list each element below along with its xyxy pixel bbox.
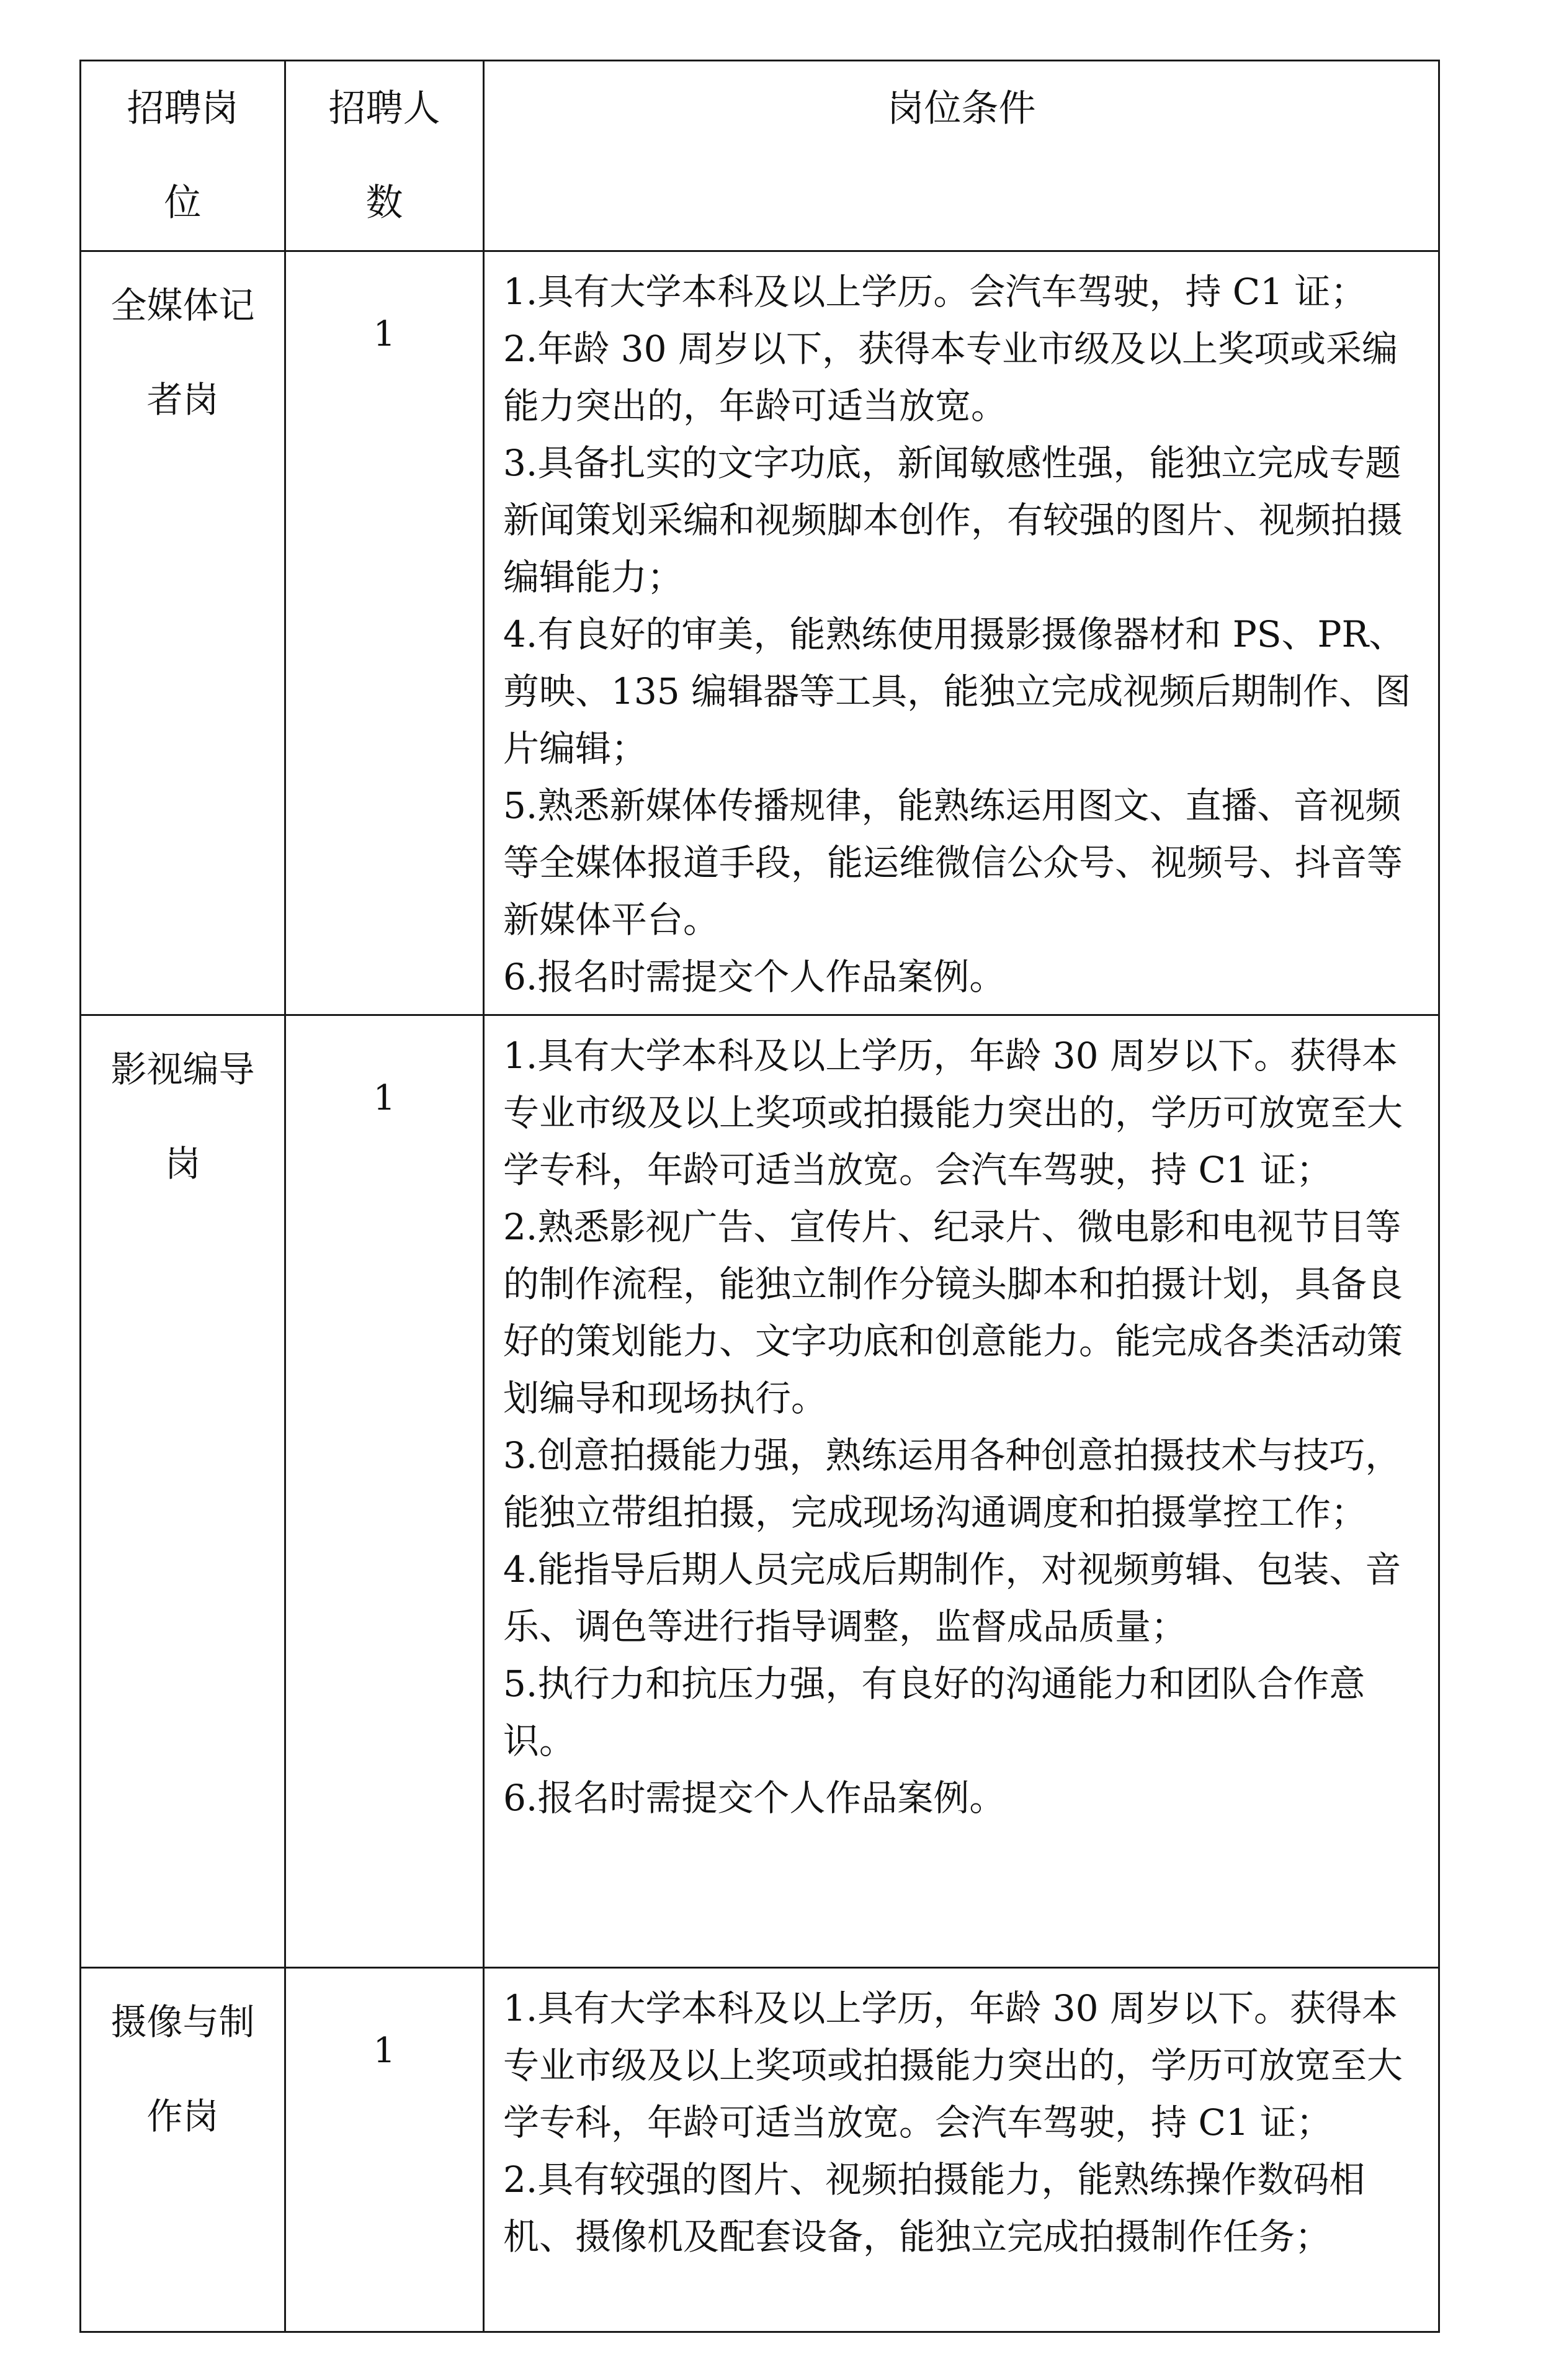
requirement-item: 1.具有大学本科及以上学历，年龄 30 周岁以下。获得本专业市级及以上奖项或拍摄能力突出的，学历可放宽至大学专科，年龄可适当放宽。会汽车驾驶，持 C1 证；: [503, 1987, 1403, 2144]
requirement-item: 6.报名时需提交个人作品案例。: [503, 956, 1006, 998]
requirement-item: 4.能指导后期人员完成后期制作，对视频剪辑、包装、音乐、调色等进行指导调整，监督成品质量；: [503, 1548, 1401, 1648]
requirement-item: 4.有良好的审美，能熟练使用摄影摄像器材和 PS、PR、剪映、135 编辑器等工具，能独立完成视频后期制作、图片编辑；: [503, 613, 1411, 770]
table-row: [81, 251, 1439, 1015]
requirement-item: 3.创意拍摄能力强，熟练运用各种创意拍摄技术与技巧，能独立带组拍摄，完成现场沟通调度和拍摄掌控工作；: [503, 1434, 1401, 1534]
requirements-cell: [484, 251, 1439, 1015]
table-row: [81, 1015, 1439, 1968]
requirement-item: 2.熟悉影视广告、宣传片、纪录片、微电影和电视节目等的制作流程，能独立制作分镜头脚本和拍摄计划，具备良好的策划能力、文字功底和创意能力。能完成各类活动策划编导和现场执行。: [503, 1206, 1403, 1419]
requirements-cell: [484, 1968, 1439, 2332]
count-cell: 1: [285, 1968, 484, 2332]
requirement-item: 1.具有大学本科及以上学历，年龄 30 周岁以下。获得本专业市级及以上奖项或拍摄能力突出的，学历可放宽至大学专科，年龄可适当放宽。会汽车驾驶，持 C1 证；: [503, 1035, 1403, 1191]
header-count: 招聘人数: [285, 61, 484, 251]
count-cell: 1: [285, 251, 484, 1015]
requirement-item: 5.熟悉新媒体传播规律，能熟练运用图文、直播、音视频等全媒体报道手段，能运维微信公众号、视频号、抖音等新媒体平台。: [503, 784, 1403, 941]
header-requirements: 岗位条件: [484, 61, 1439, 251]
table-row: [81, 1968, 1439, 2332]
position-cell: 摄像与制作岗: [81, 1968, 285, 2332]
requirement-item: 5.执行力和抗压力强，有良好的沟通能力和团队合作意识。: [503, 1663, 1366, 1762]
requirement-item: 6.报名时需提交个人作品案例。: [503, 1777, 1006, 1819]
count-cell: 1: [285, 1015, 484, 1968]
requirements-cell: [484, 1015, 1439, 1968]
position-cell: 影视编导岗: [81, 1015, 285, 1968]
position-cell: 全媒体记者岗: [81, 251, 285, 1015]
requirement-item: 3.具备扎实的文字功底，新闻敏感性强，能独立完成专题新闻策划采编和视频脚本创作，有较强的图片、视频拍摄编辑能力；: [503, 442, 1403, 598]
requirement-item: 2.具有较强的图片、视频拍摄能力，能熟练操作数码相机、摄像机及配套设备，能独立完成拍摄制作任务；: [503, 2158, 1366, 2258]
table-header-row: [81, 61, 1439, 251]
requirement-item: 1.具有大学本科及以上学历。会汽车驾驶，持 C1 证；: [503, 271, 1367, 313]
header-position: 招聘岗位: [81, 61, 285, 251]
requirement-item: 2.年龄 30 周岁以下，获得本专业市级及以上奖项或采编能力突出的，年龄可适当放宽。: [503, 328, 1398, 427]
recruitment-table: [79, 60, 1440, 2333]
